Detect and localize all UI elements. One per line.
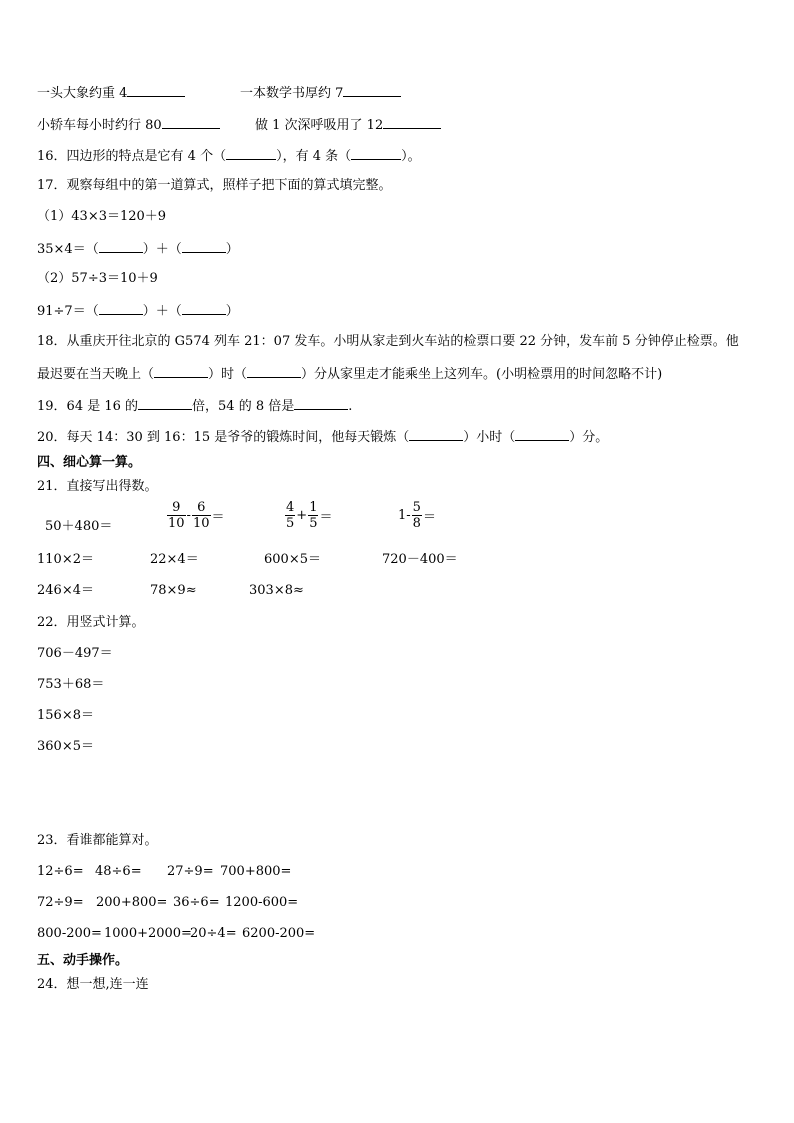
answer-blank[interactable] <box>182 302 226 315</box>
answer-blank[interactable] <box>226 147 276 160</box>
answer-blank[interactable] <box>351 147 401 160</box>
q21-item: 600×5＝ <box>264 552 321 567</box>
answer-blank[interactable] <box>99 302 143 315</box>
answer-blank[interactable] <box>409 428 463 441</box>
q23-item: 800-200= <box>37 926 102 941</box>
question-16: 16．四边形的特点是它有 4 个（ ），有 4 条（ ）。 <box>37 149 421 164</box>
q21-item: 110×2＝ <box>37 552 94 567</box>
q23-item: 700+800= <box>220 864 292 879</box>
question-22-title: 22．用竖式计算。 <box>37 615 145 630</box>
answer-blank[interactable] <box>383 116 441 129</box>
q23-item: 27÷9= <box>167 864 214 879</box>
q23-item: 72÷9= <box>37 895 84 910</box>
estimate-car: 小轿车每小时约行 80 <box>37 116 220 134</box>
q21-item: 246×4＝ <box>37 583 94 598</box>
q21-item: 78×9≈ <box>150 583 197 598</box>
answer-blank[interactable] <box>343 84 401 97</box>
question-21-title: 21．直接写出得数。 <box>37 479 158 494</box>
answer-blank[interactable] <box>294 397 348 410</box>
estimate-book: 一本数学书厚约 7 <box>240 84 401 102</box>
q23-item: 1200-600= <box>225 895 299 910</box>
q21-fraction-add: $\frac{4}{5}$ + $\frac{1}{5}$ ＝ <box>286 500 333 531</box>
q17-example-1: （1）43×3＝120＋9 <box>37 209 167 224</box>
question-18-line-1: 18．从重庆开往北京的 G574 列车 21：07 发车。小明从家走到火车站的检票口要 22 分钟，发车前 5 分钟停止检票。他 <box>37 334 739 349</box>
q21-one-minus-fraction: 1- $\frac{5}{8}$ ＝ <box>398 500 436 531</box>
q21-item-1: 50＋480＝ <box>45 519 113 534</box>
question-24: 24．想一想,连一连 <box>37 977 149 992</box>
q22-item: 360×5＝ <box>37 739 94 754</box>
section-5-heading: 五、动手操作。 <box>37 953 129 968</box>
q22-item: 753＋68＝ <box>37 677 105 692</box>
answer-blank[interactable] <box>515 428 569 441</box>
q17-problem-1: 35×4＝（ ）＋（ ） <box>37 242 239 257</box>
q23-item: 12÷6= <box>37 864 84 879</box>
answer-blank[interactable] <box>138 397 192 410</box>
question-19: 19．64 是 16 的 倍，54 的 8 倍是 . <box>37 399 353 414</box>
question-17-title: 17．观察每组中的第一道算式，照样子把下面的算式填完整。 <box>37 178 392 193</box>
q22-item: 156×8＝ <box>37 708 94 723</box>
q23-item: 1000+2000= <box>104 926 192 941</box>
q21-item: 303×8≈ <box>249 583 304 598</box>
q23-item: 6200-200= <box>242 926 316 941</box>
answer-blank[interactable] <box>182 240 226 253</box>
answer-blank[interactable] <box>162 116 220 129</box>
q23-item: 200+800= <box>96 895 168 910</box>
question-20: 20．每天 14：30 到 16：15 是爷爷的锻炼时间，他每天锻炼（ ）小时（ ）分。 <box>37 430 609 445</box>
q23-item: 20÷4= <box>190 926 237 941</box>
answer-blank[interactable] <box>99 240 143 253</box>
q21-fraction-subtract: $\frac{9}{10}$ - $\frac{6}{10}$ ＝ <box>168 500 225 531</box>
q21-item: 22×4＝ <box>150 552 199 567</box>
q23-item: 36÷6= <box>173 895 220 910</box>
q17-example-2: （2）57÷3＝10＋9 <box>37 271 158 286</box>
answer-blank[interactable] <box>154 365 208 378</box>
q22-item: 706－497＝ <box>37 646 113 661</box>
answer-blank[interactable] <box>127 84 185 97</box>
q17-problem-2: 91÷7＝（ ）＋（ ） <box>37 304 239 319</box>
question-23-title: 23．看谁都能算对。 <box>37 833 158 848</box>
question-18-line-2: 最迟要在当天晚上（ ）时（ ）分从家里走才能乘坐上这列车。(小明检票用的时间忽略不计) <box>37 367 663 382</box>
q23-item: 48÷6= <box>95 864 142 879</box>
estimate-elephant: 一头大象约重 4 <box>37 84 185 102</box>
q21-item: 720－400＝ <box>382 552 458 567</box>
estimate-breath: 做 1 次深呼吸用了 12 <box>255 116 441 134</box>
section-4-heading: 四、细心算一算。 <box>37 455 142 470</box>
answer-blank[interactable] <box>247 365 301 378</box>
